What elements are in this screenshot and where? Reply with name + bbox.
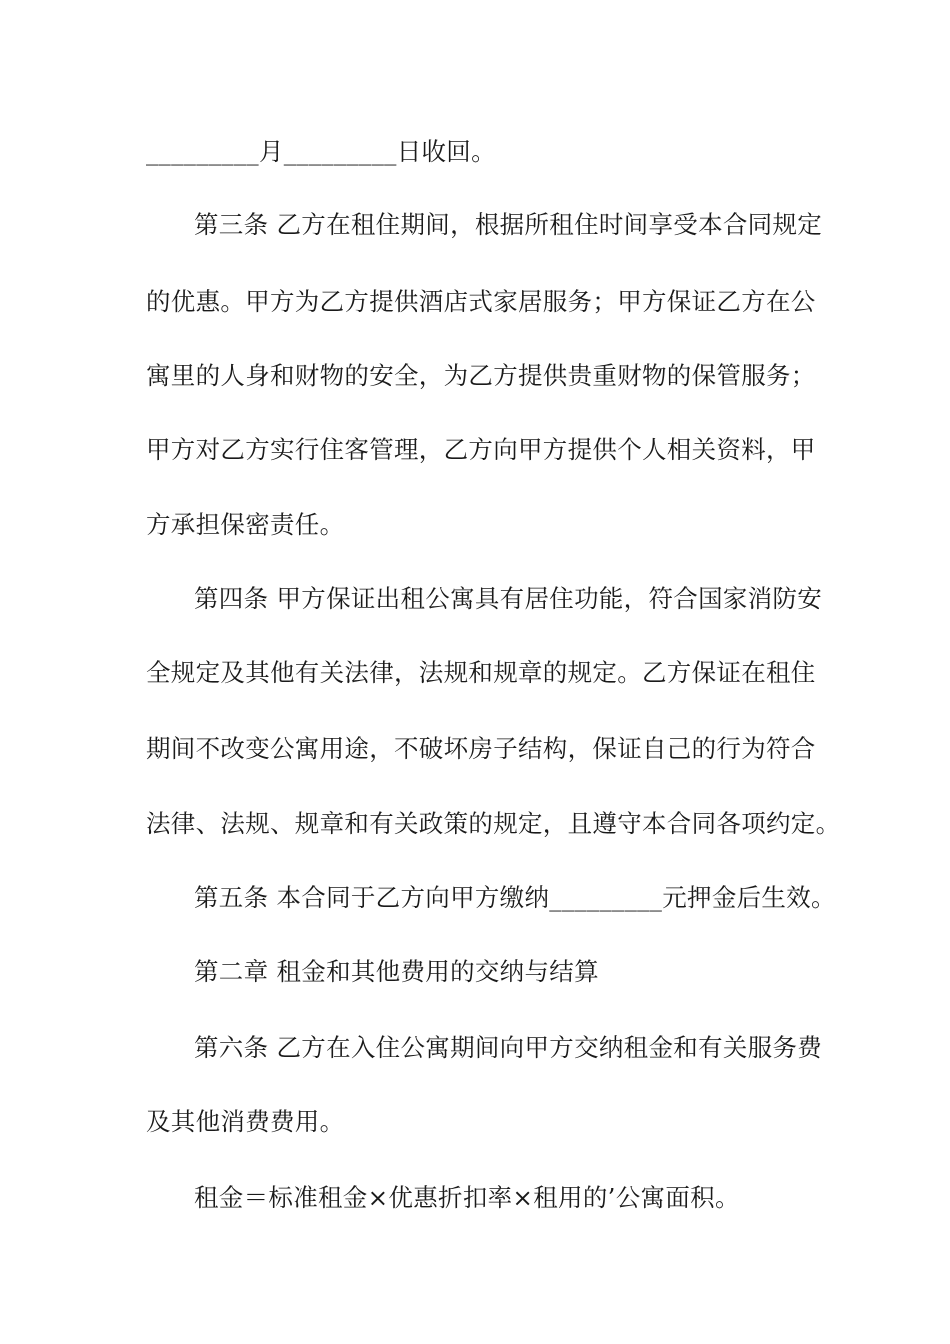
article-4-line-3: 期间不改变公寓用途，不破坏房子结构，保证自己的行为符合 [146,734,816,763]
article-3-line-4: 甲方对乙方实行住客管理，乙方向甲方提供个人相关资料，甲 [146,435,816,464]
article-4-line-1: 第四条 甲方保证出租公寓具有居住功能，符合国家消防安 [194,584,823,613]
article-6-line-2: 及其他消费费用。 [146,1107,345,1136]
article-5-line: 第五条 本合同于乙方向甲方缴纳_________元押金后生效。 [194,883,836,912]
article-3-line-2: 的优惠。甲方为乙方提供酒店式家居服务；甲方保证乙方在公 [146,287,816,316]
article-4-line-2: 全规定及其他有关法律，法规和规章的规定。乙方保证在租住 [146,658,816,687]
text-line-return-date: _________月_________日收回。 [146,137,496,166]
article-4-line-4: 法律、法规、规章和有关政策的规定，且遵守本合同各项约定。 [146,809,841,838]
rent-formula-line: 租金＝标准租金×优惠折扣率×租用的’公寓面积。 [194,1183,740,1212]
chapter-2-heading: 第二章 租金和其他费用的交纳与结算 [194,957,599,986]
article-3-line-3: 寓里的人身和财物的安全，为乙方提供贵重财物的保管服务； [146,361,816,390]
article-3-line-5: 方承担保密责任。 [146,510,345,539]
article-3-line-1: 第三条 乙方在租住期间，根据所租住时间享受本合同规定 [194,210,823,239]
article-6-line-1: 第六条 乙方在入住公寓期间向甲方交纳租金和有关服务费 [194,1033,823,1062]
